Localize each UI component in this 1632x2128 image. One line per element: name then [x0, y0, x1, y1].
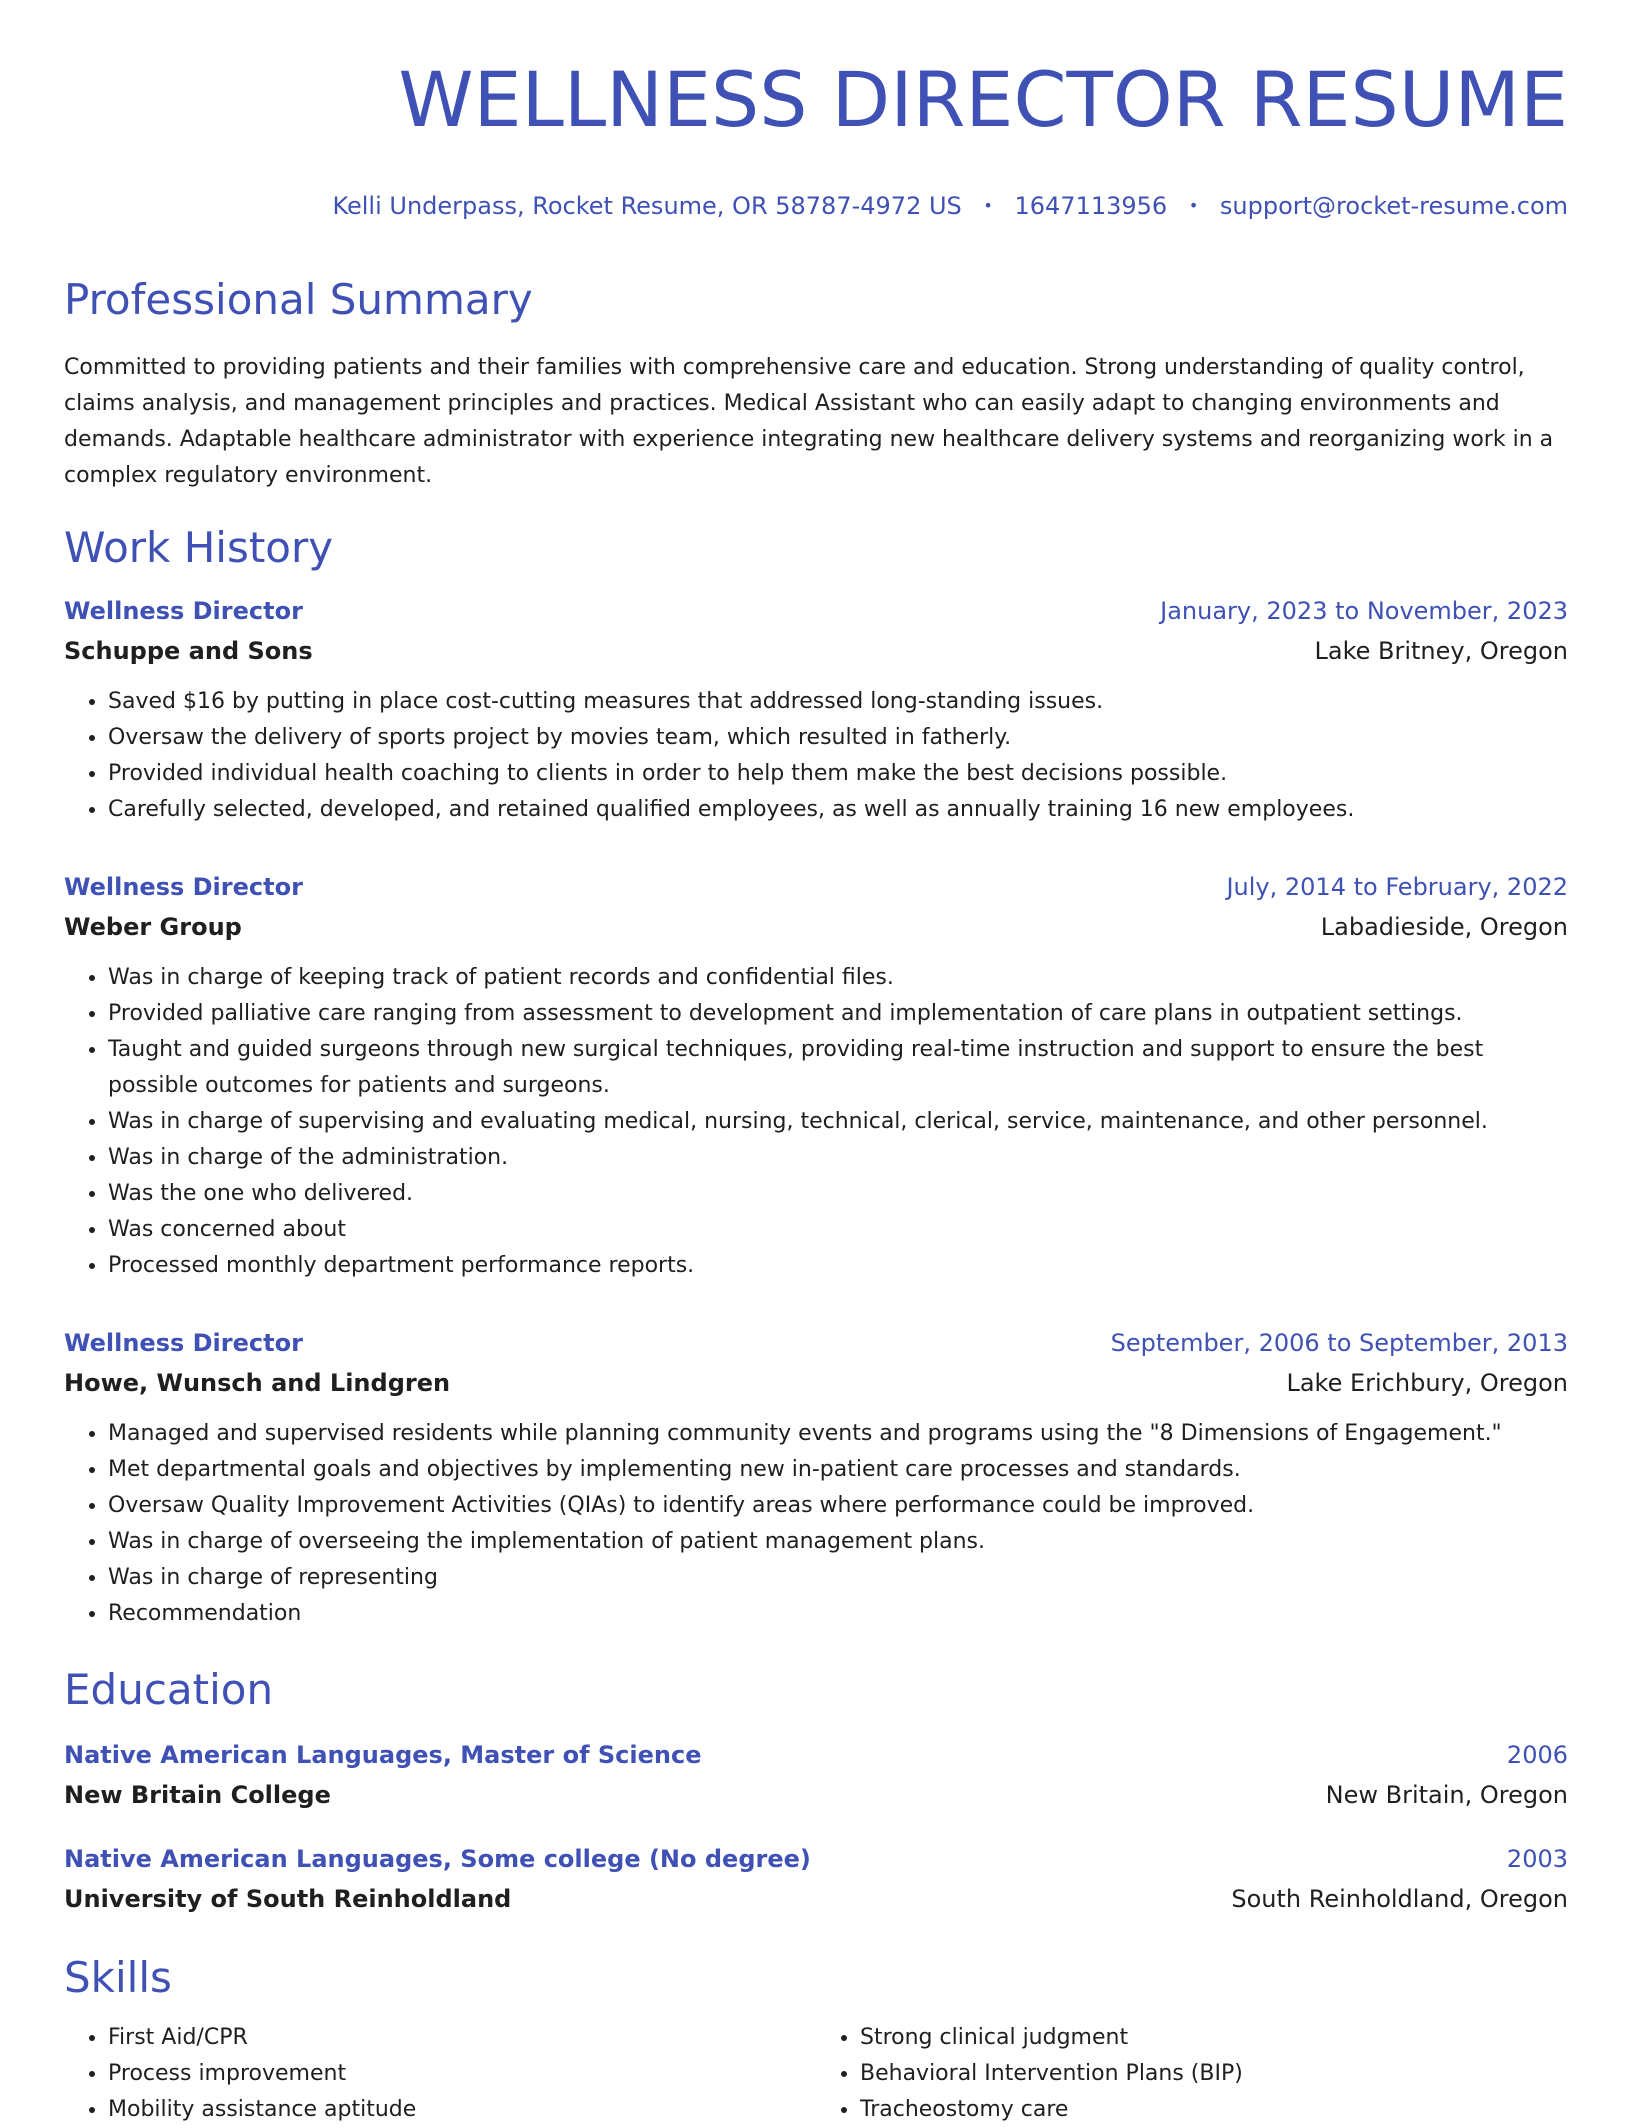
contact-line: [64, 190, 1568, 222]
degree-title: Native American Languages, Some college (No degree): [64, 1845, 811, 1873]
resume-title: WELLNESS DIRECTOR RESUME: [398, 55, 1568, 144]
bullet-item: • Taught and guided surgeons through new surgical techniques, providing real-time instruction and support to ensure the best possible outcomes for patients and surgeons.: [108, 1032, 1568, 1104]
bullet-item: • Carefully selected, developed, and retained qualified employees, as well as annually training 16 new employees.: [108, 792, 1568, 828]
job-location: Lake Britney, Oregon: [1314, 637, 1568, 665]
bullet-item: • Provided individual health coaching to clients in order to help them make the best decisions possible.: [108, 756, 1568, 792]
degree-title: Native American Languages, Master of Science: [64, 1741, 702, 1769]
job-bullets: [64, 1416, 1568, 1632]
school-name: New Britain College: [64, 1781, 331, 1809]
education-year: 2003: [1506, 1845, 1568, 1873]
job-entry: [64, 1324, 1568, 1632]
contact-phone: 1647113956: [1014, 192, 1168, 220]
bullet-item: • Processed monthly department performance reports.: [108, 1248, 1568, 1284]
bullet-item: • Provided palliative care ranging from assessment to development and implementation of care plans in outpatient settings.: [108, 996, 1568, 1032]
bullet-item: • Was in charge of the administration.: [108, 1140, 1568, 1176]
job-title: Wellness Director: [64, 873, 303, 901]
job-title: Wellness Director: [64, 597, 303, 625]
job-bullets: [64, 684, 1568, 828]
summary-heading: Professional Summary: [64, 275, 533, 324]
school-location: South Reinholdland, Oregon: [1231, 1885, 1568, 1913]
job-location: Labadieside, Oregon: [1320, 913, 1568, 941]
skill-item: • Mobility assistance aptitude: [108, 2092, 816, 2128]
contact-separator: •: [983, 196, 993, 215]
bullet-item: • Managed and supervised residents while planning community events and programs using the "8 Dimensions of Engagement.": [108, 1416, 1568, 1452]
bullet-item: • Was in charge of representing: [108, 1560, 1568, 1596]
company-name: Howe, Wunsch and Lindgren: [64, 1369, 451, 1397]
skill-item: • Strong clinical judgment: [860, 2020, 1568, 2056]
school-location: New Britain, Oregon: [1325, 1781, 1568, 1809]
bullet-item: • Was the one who delivered.: [108, 1176, 1568, 1212]
school-name: University of South Reinholdland: [64, 1885, 512, 1913]
contact-address: Kelli Underpass, Rocket Resume, OR 58787-4972 US: [332, 192, 962, 220]
job-title: Wellness Director: [64, 1329, 303, 1357]
company-name: Schuppe and Sons: [64, 637, 313, 665]
bullet-item: • Oversaw Quality Improvement Activities (QIAs) to identify areas where performance could be improved.: [108, 1488, 1568, 1524]
contact-separator: •: [1188, 196, 1199, 215]
skills-heading: Skills: [64, 1953, 172, 2002]
bullet-item: • Recommendation: [108, 1596, 1568, 1632]
skill-item: • First Aid/CPR: [108, 2020, 816, 2056]
job-entry: [64, 868, 1568, 1284]
company-name: Weber Group: [64, 913, 242, 941]
job-dates: January, 2023 to November, 2023: [1160, 597, 1568, 625]
skill-item: • Process improvement: [108, 2056, 816, 2092]
skill-item: • Tracheostomy care: [860, 2092, 1568, 2128]
bullet-item: • Was concerned about: [108, 1212, 1568, 1248]
summary-text: Committed to providing patients and their families with comprehensive care and education. Strong understanding of quality control, claims analysis, and management principles and practices. Medical Assistant who can easily adapt to changing environments and demands. Adaptable healthcare administrator with experience integrating new healthcare delivery systems and reorganizing work in a complex regulatory environment.: [64, 355, 1554, 488]
bullet-item: • Was in charge of keeping track of patient records and confidential files.: [108, 960, 1568, 996]
education-entry: [64, 1736, 1568, 1816]
education-heading: Education: [64, 1665, 274, 1714]
bullet-item: • Saved $16 by putting in place cost-cutting measures that addressed long-standing issues.: [108, 684, 1568, 720]
contact-email[interactable]: support@rocket-resume.com: [1219, 192, 1568, 220]
bullet-item: • Was in charge of overseeing the implementation of patient management plans.: [108, 1524, 1568, 1560]
skill-item: • Behavioral Intervention Plans (BIP): [860, 2056, 1568, 2092]
education-entry: [64, 1840, 1568, 1920]
job-bullets: [64, 960, 1568, 1284]
education-year: 2006: [1506, 1741, 1568, 1769]
job-dates: September, 2006 to September, 2013: [1110, 1329, 1568, 1357]
bullet-item: • Was in charge of supervising and evaluating medical, nursing, technical, clerical, service, maintenance, and other personnel.: [108, 1104, 1568, 1140]
bullet-item: • Met departmental goals and objectives by implementing new in-patient care processes and standards.: [108, 1452, 1568, 1488]
work-history-heading: Work History: [64, 523, 334, 572]
job-location: Lake Erichbury, Oregon: [1286, 1369, 1568, 1397]
bullet-item: • Oversaw the delivery of sports project by movies team, which resulted in fatherly.: [108, 720, 1568, 756]
job-dates: July, 2014 to February, 2022: [1226, 873, 1568, 901]
job-entry: [64, 592, 1568, 828]
